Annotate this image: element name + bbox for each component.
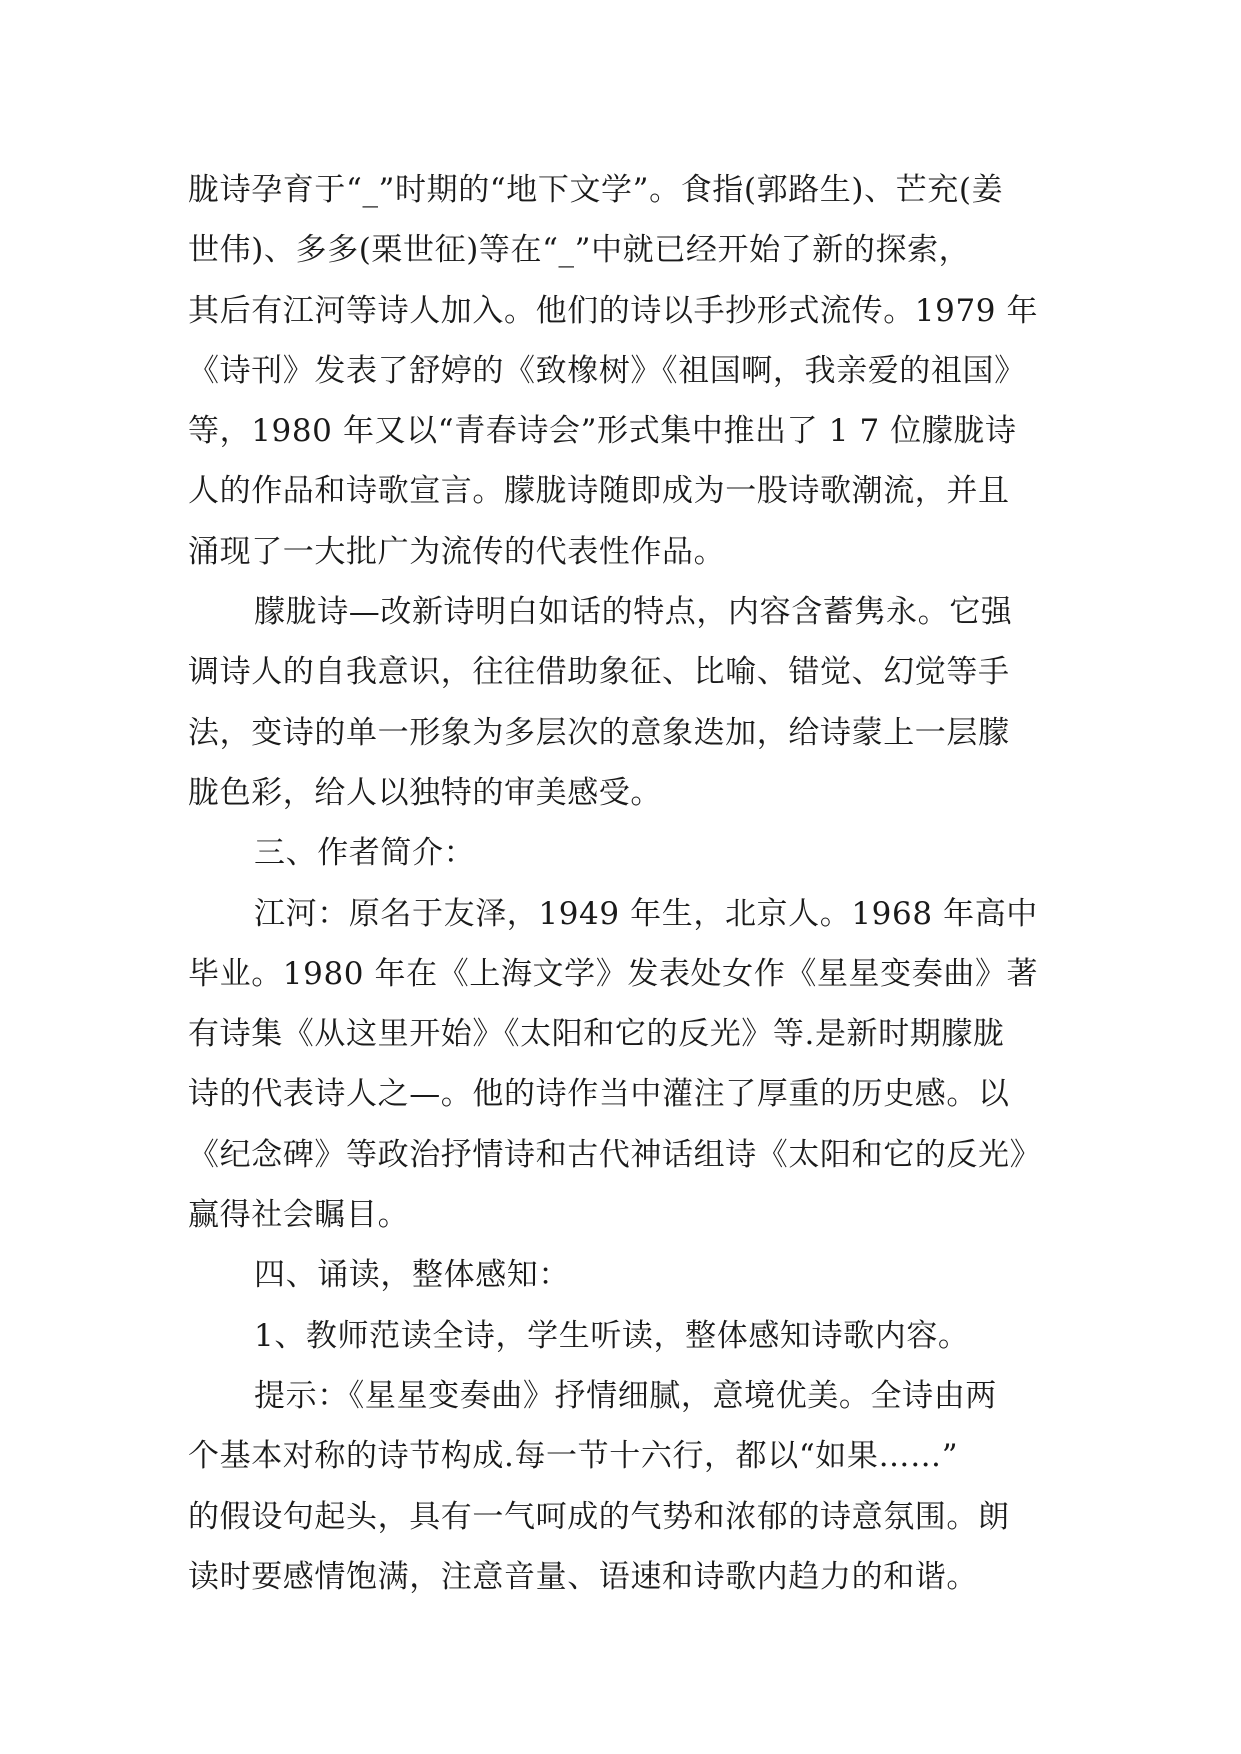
document-body <box>188 160 1058 1607</box>
text-line: 法，变诗的单一形象为多层次的意象迭加，给诗蒙上一层朦 <box>188 714 1010 751</box>
text-line: 世伟)、多多(栗世征)等在“_”中就已经开始了新的探索， <box>188 232 971 269</box>
text-line: 有诗集《从这里开始》《太阳和它的反光》等.是新时期朦胧 <box>188 1016 1005 1053</box>
text-line: 人的作品和诗歌宣言。朦胧诗随即成为一股诗歌潮流，并且 <box>188 473 1010 510</box>
text-line: 涌现了一大批广为流传的代表性作品。 <box>188 533 726 570</box>
text-line: 毕业。1980 年在《上海文学》发表处女作《星星变奏曲》著 <box>188 955 1039 992</box>
text-line: 《纪念碑》等政治抒情诗和古代神话组诗《太阳和它的反光》 <box>188 1136 1042 1173</box>
text-line: 赢得社会瞩目。 <box>188 1197 410 1234</box>
text-line: 个基本对称的诗节构成.每一节十六行，都以“如果……” <box>188 1438 959 1475</box>
text-line: 四、诵读，整体感知： <box>254 1257 570 1294</box>
text-line: 胧诗孕育于“_”时期的“地下文学”。食指(郭路生)、芒充(姜 <box>188 172 1004 208</box>
text-line: 江河：原名于友泽，1949 年生，北京人。1968 年高中 <box>254 895 1038 932</box>
text-line: 诗的代表诗人之—。他的诗作当中灌注了厚重的历史感。以 <box>188 1076 1010 1113</box>
text-line: 等，1980 年又以“青春诗会”形式集中推出了 1 7 位朦胧诗 <box>188 413 1017 450</box>
text-line: 其后有江河等诗人加入。他们的诗以手抄形式流传。1979 年 <box>188 292 1039 329</box>
text-line: 《诗刊》发表了舒婷的《致橡树》《祖国啊，我亲爱的祖国》 <box>188 352 1026 389</box>
text-line: 胧色彩，给人以独特的审美感受。 <box>188 774 662 811</box>
text-line: 三、作者简介： <box>254 835 476 872</box>
text-line: 调诗人的自我意识，往往借助象征、比喻、错觉、幻觉等手 <box>188 654 1010 691</box>
text-line: 朦胧诗—改新诗明白如话的特点，内容含蓄隽永。它强 <box>254 594 1013 631</box>
text-line: 1、教师范读全诗，学生听读，整体感知诗歌内容。 <box>254 1317 970 1354</box>
text-line: 读时要感情饱满，注意音量、语速和诗歌内趋力的和谐。 <box>188 1558 978 1595</box>
text-line: 提示：《星星变奏曲》抒情细腻，意境优美。全诗由两 <box>254 1377 997 1414</box>
text-line: 的假设句起头，具有一气呵成的气势和浓郁的诗意氛围。朗 <box>188 1498 1010 1535</box>
